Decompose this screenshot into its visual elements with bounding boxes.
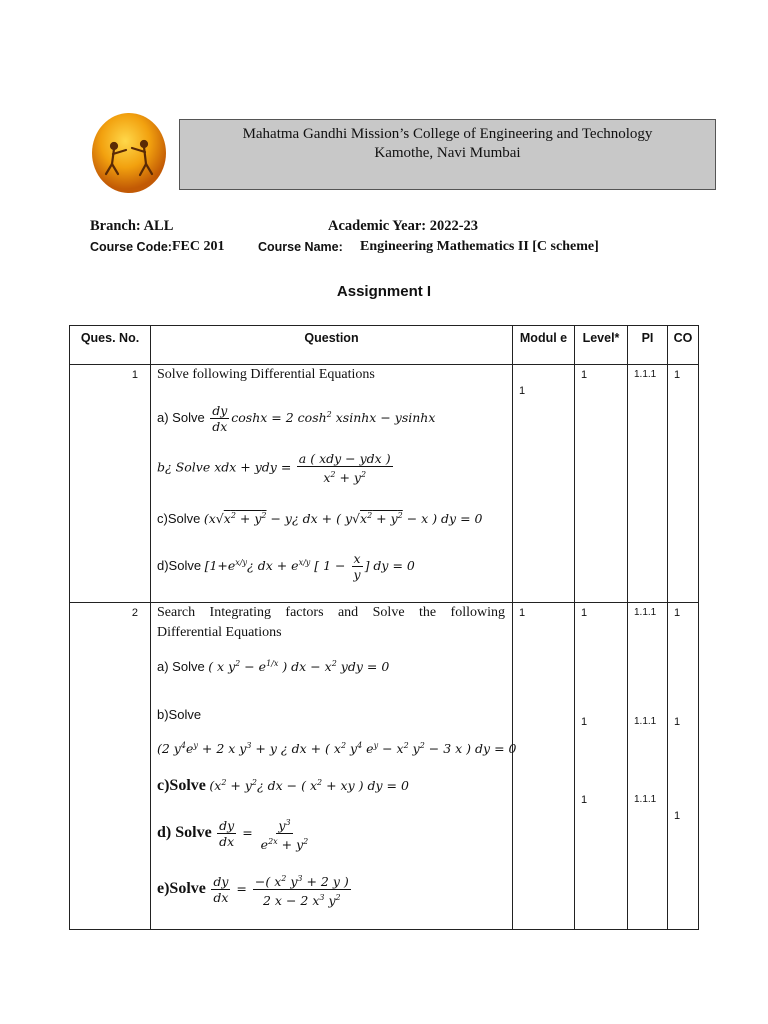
table-row: [70, 603, 699, 930]
question-number: 2: [70, 603, 151, 930]
college-location: Kamothe, Navi Mumbai: [374, 145, 521, 161]
college-name: Mahatma Gandhi Mission’s College of Engineering and Technology: [242, 126, 653, 142]
question-cell: [151, 365, 513, 603]
col-header-question: Question: [151, 326, 513, 365]
col-header-level: Level*: [575, 326, 628, 365]
col-header-pi: PI: [628, 326, 668, 365]
course-name-label: Course Name:: [258, 240, 343, 254]
table-row: [70, 365, 699, 603]
question-part-a: a) Solve $\frac{dy}{dx}$ coshx = 2 $\cosh^2 xsinhx - ysinhx$: [157, 403, 436, 434]
col-header-ques-no: Ques. No.: [70, 326, 151, 365]
col-header-module: Modul e: [513, 326, 575, 365]
assignment-title: Assignment I: [336, 283, 432, 300]
question-part-a: a) Solve ( x $y^2 - e^{1/x}$ ) dx − $x^2$ ydy = 0: [157, 659, 390, 675]
question-number: 1: [70, 365, 151, 603]
question-intro: Search Integrating factors and Solve the following: [157, 605, 505, 620]
pi-cell: 1.1.1: [628, 365, 668, 603]
academic-year: Academic Year: 2022-23: [328, 218, 479, 234]
module-cell: 1: [513, 365, 575, 603]
course-code-label: Course Code:: [90, 240, 172, 254]
level-cell: 1: [575, 365, 628, 603]
branch: Branch: ALL: [90, 218, 174, 234]
question-intro-line2: Differential Equations: [157, 625, 282, 640]
co-cell: 1: [668, 365, 699, 603]
question-intro: Solve following Differential Equations: [157, 367, 375, 382]
college-logo: [90, 112, 168, 194]
level-cell: 1 1 1: [575, 603, 628, 930]
question-cell: [151, 603, 517, 930]
col-header-co: CO: [668, 326, 699, 365]
co-cell: 1 1 1: [668, 603, 699, 930]
table-header-row: [70, 326, 699, 365]
question-part-d: d) Solve $\frac{dy}{dx}$ = $\frac{y^3}{e^{2x} + y^2}$: [157, 815, 312, 852]
course-name-value: Engineering Mathematics II [C scheme]: [360, 239, 599, 254]
question-part-c: c)Solve ($x^2$ + $y^2¿$ dx − ( $x^2$ + xy ) dy = 0: [157, 777, 409, 794]
question-part-b: b)Solve: [157, 707, 202, 722]
pi-cell: 1.1.1 1.1.1 1.1.1: [628, 603, 668, 930]
college-header: [179, 119, 716, 190]
course-code-value: FEC 201: [172, 239, 225, 254]
assignment-table: [69, 325, 699, 930]
question-part-b-equation: (2 $y^4e^y + 2$ x $y^3 + y$ ¿ dx + ( $x^2$ $y^4$ $e^y - x^2$ $y^2 - 3$ x ) dy = 0: [157, 741, 517, 757]
question-part-c: c)Solve ($x√x^2 + y^2$ − y¿ dx + ( $y√x^2 + y^2 - x$ ) dy = 0: [157, 511, 483, 527]
module-cell: 1: [513, 603, 575, 930]
question-part-d: d)Solve [$1+e^{x/y}¿$ dx + $e^{x/y}$ [ 1 − $\frac{x}{y}$ ] dy = 0: [157, 551, 415, 582]
question-part-e: e)Solve $\frac{dy}{dx}$ = $\frac{-( x^2 y^3 + 2 y )}{2 x - 2 x^3 y^2}$: [157, 871, 353, 908]
question-part-b: b¿ Solve xdx + ydy = $\frac{\text{a ( xdy − ydx )}}{x^2 + y^2}$: [157, 451, 391, 486]
